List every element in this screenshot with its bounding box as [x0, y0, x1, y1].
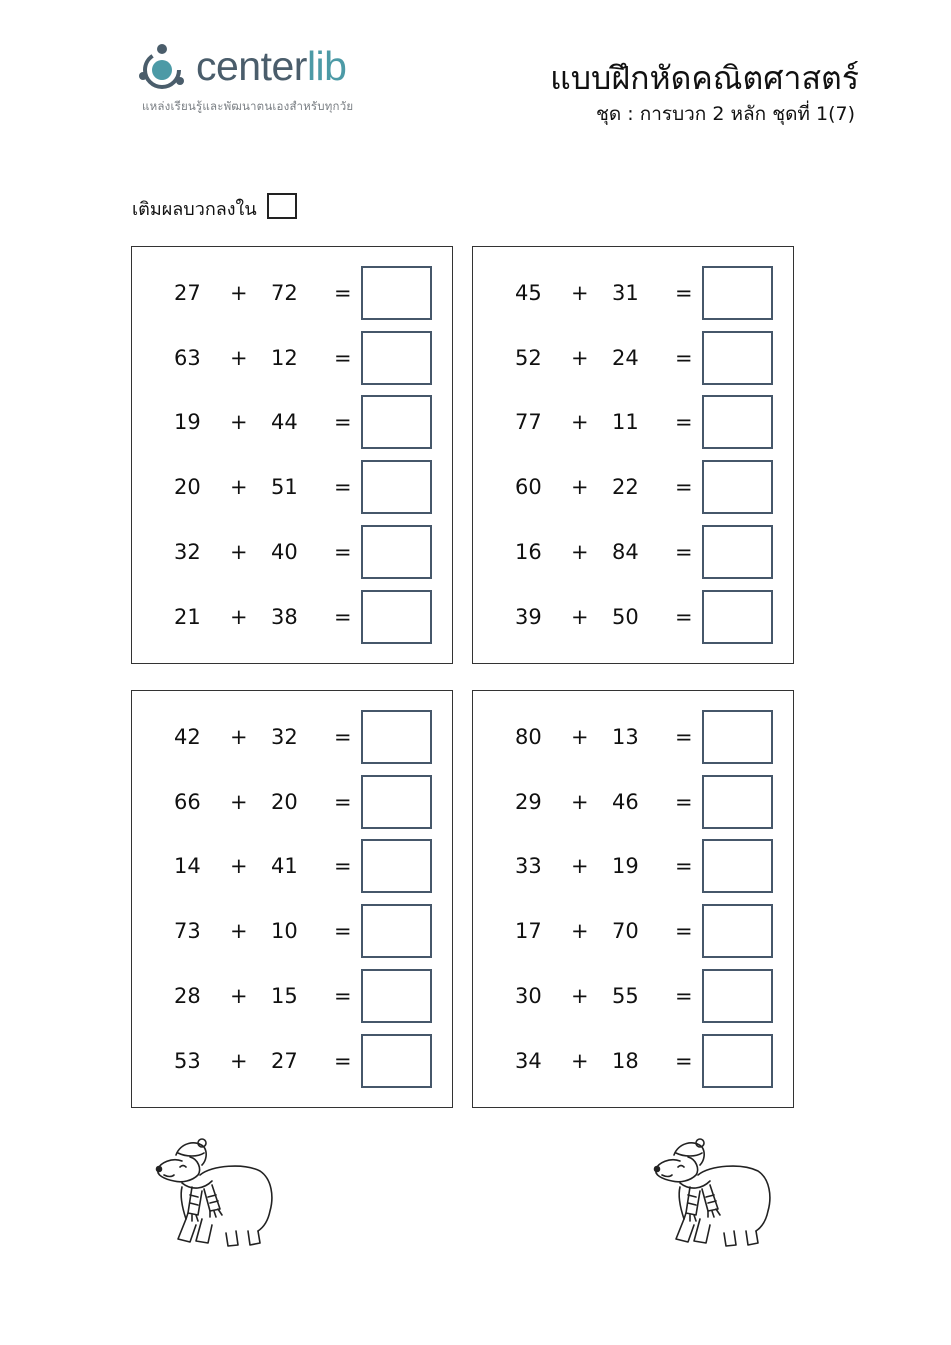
- addition-problem: [473, 331, 793, 385]
- addend-2: 12: [271, 346, 298, 370]
- plus-sign: +: [230, 1049, 248, 1073]
- addend-1: 14: [174, 854, 201, 878]
- plus-sign: +: [230, 410, 248, 434]
- addend-1: 42: [174, 725, 201, 749]
- equals-sign: =: [334, 410, 352, 434]
- answer-box[interactable]: [361, 331, 432, 385]
- equals-sign: =: [334, 1049, 352, 1073]
- equals-sign: =: [334, 725, 352, 749]
- addition-problem: [132, 710, 452, 764]
- equals-sign: =: [334, 475, 352, 499]
- addition-problem: [473, 590, 793, 644]
- page-title: แบบฝึกหัดคณิตศาสตร์: [550, 59, 859, 97]
- equals-sign: =: [675, 790, 693, 814]
- answer-box[interactable]: [361, 266, 432, 320]
- addend-2: 44: [271, 410, 298, 434]
- plus-sign: +: [571, 605, 589, 629]
- addend-1: 21: [174, 605, 201, 629]
- addition-problem: [132, 331, 452, 385]
- problem-panel: [472, 246, 794, 664]
- answer-box[interactable]: [361, 969, 432, 1023]
- plus-sign: +: [230, 984, 248, 1008]
- plus-sign: +: [230, 605, 248, 629]
- answer-box[interactable]: [702, 839, 773, 893]
- equals-sign: =: [334, 281, 352, 305]
- addend-1: 60: [515, 475, 542, 499]
- addition-problem: [473, 904, 793, 958]
- addend-1: 73: [174, 919, 201, 943]
- addend-2: 22: [612, 475, 639, 499]
- instruction-example-box: [267, 193, 297, 219]
- addition-problem: [473, 839, 793, 893]
- addition-problem: [132, 1034, 452, 1088]
- addend-1: 39: [515, 605, 542, 629]
- addend-1: 34: [515, 1049, 542, 1073]
- answer-box[interactable]: [702, 525, 773, 579]
- equals-sign: =: [675, 984, 693, 1008]
- addition-problem: [473, 395, 793, 449]
- answer-box[interactable]: [361, 590, 432, 644]
- instruction-text: เติมผลบวกลงใน: [132, 199, 257, 220]
- addend-1: 30: [515, 984, 542, 1008]
- problem-panel: [131, 690, 453, 1108]
- plus-sign: +: [230, 346, 248, 370]
- addend-2: 41: [271, 854, 298, 878]
- answer-box[interactable]: [361, 775, 432, 829]
- addend-1: 20: [174, 475, 201, 499]
- addend-2: 72: [271, 281, 298, 305]
- answer-box[interactable]: [702, 460, 773, 514]
- equals-sign: =: [675, 725, 693, 749]
- logo-word-center: center: [196, 43, 307, 89]
- addend-2: 38: [271, 605, 298, 629]
- addend-2: 32: [271, 725, 298, 749]
- answer-box[interactable]: [361, 460, 432, 514]
- answer-box[interactable]: [702, 395, 773, 449]
- addition-problem: [473, 710, 793, 764]
- centerlib-logo-icon: [138, 40, 194, 96]
- equals-sign: =: [675, 475, 693, 499]
- plus-sign: +: [230, 854, 248, 878]
- plus-sign: +: [230, 790, 248, 814]
- addend-1: 32: [174, 540, 201, 564]
- polar-bear-left-icon: [152, 1135, 276, 1250]
- addend-2: 15: [271, 984, 298, 1008]
- centerlib-logo: [138, 38, 408, 118]
- equals-sign: =: [334, 346, 352, 370]
- addend-2: 19: [612, 854, 639, 878]
- addition-problem: [473, 969, 793, 1023]
- addition-problem: [132, 969, 452, 1023]
- addend-2: 13: [612, 725, 639, 749]
- plus-sign: +: [571, 790, 589, 814]
- plus-sign: +: [230, 725, 248, 749]
- addend-1: 27: [174, 281, 201, 305]
- addend-2: 11: [612, 410, 639, 434]
- logo-wordmark: [196, 42, 346, 90]
- addition-problem: [132, 839, 452, 893]
- plus-sign: +: [571, 346, 589, 370]
- answer-box[interactable]: [702, 590, 773, 644]
- equals-sign: =: [334, 540, 352, 564]
- plus-sign: +: [571, 1049, 589, 1073]
- answer-box[interactable]: [361, 525, 432, 579]
- addend-2: 84: [612, 540, 639, 564]
- plus-sign: +: [571, 984, 589, 1008]
- plus-sign: +: [571, 540, 589, 564]
- plus-sign: +: [230, 281, 248, 305]
- equals-sign: =: [334, 605, 352, 629]
- equals-sign: =: [334, 790, 352, 814]
- answer-box[interactable]: [702, 331, 773, 385]
- problem-panel: [131, 246, 453, 664]
- addition-problem: [473, 266, 793, 320]
- addend-2: 27: [271, 1049, 298, 1073]
- addend-1: 77: [515, 410, 542, 434]
- addition-problem: [132, 590, 452, 644]
- logo-word-lib: lib: [306, 43, 347, 89]
- answer-box[interactable]: [702, 969, 773, 1023]
- addend-1: 29: [515, 790, 542, 814]
- plus-sign: +: [571, 725, 589, 749]
- addend-1: 16: [515, 540, 542, 564]
- addend-1: 53: [174, 1049, 201, 1073]
- addend-2: 10: [271, 919, 298, 943]
- problem-panel: [472, 690, 794, 1108]
- logo-tagline: แหล่งเรียนรู้และพัฒนาตนเองสำหรับทุกวัย: [142, 99, 354, 113]
- answer-box[interactable]: [361, 839, 432, 893]
- equals-sign: =: [675, 410, 693, 434]
- answer-box[interactable]: [361, 710, 432, 764]
- plus-sign: +: [571, 475, 589, 499]
- addend-2: 31: [612, 281, 639, 305]
- addition-problem: [132, 266, 452, 320]
- equals-sign: =: [334, 984, 352, 1008]
- addition-problem: [473, 775, 793, 829]
- answer-box[interactable]: [702, 710, 773, 764]
- plus-sign: +: [571, 281, 589, 305]
- addend-1: 66: [174, 790, 201, 814]
- addend-2: 70: [612, 919, 639, 943]
- plus-sign: +: [230, 475, 248, 499]
- plus-sign: +: [230, 919, 248, 943]
- answer-box[interactable]: [361, 395, 432, 449]
- addition-problem: [132, 460, 452, 514]
- plus-sign: +: [230, 540, 248, 564]
- polar-bear-right-icon: [650, 1135, 774, 1250]
- addend-1: 45: [515, 281, 542, 305]
- addend-1: 63: [174, 346, 201, 370]
- equals-sign: =: [675, 605, 693, 629]
- addend-1: 33: [515, 854, 542, 878]
- equals-sign: =: [675, 346, 693, 370]
- addition-problem: [473, 460, 793, 514]
- addend-2: 51: [271, 475, 298, 499]
- equals-sign: =: [675, 281, 693, 305]
- addition-problem: [132, 775, 452, 829]
- addend-2: 46: [612, 790, 639, 814]
- answer-box[interactable]: [361, 904, 432, 958]
- addend-2: 55: [612, 984, 639, 1008]
- answer-box[interactable]: [702, 775, 773, 829]
- equals-sign: =: [334, 854, 352, 878]
- plus-sign: +: [571, 919, 589, 943]
- answer-box[interactable]: [702, 266, 773, 320]
- addend-1: 19: [174, 410, 201, 434]
- equals-sign: =: [675, 1049, 693, 1073]
- addend-1: 28: [174, 984, 201, 1008]
- answer-box[interactable]: [361, 1034, 432, 1088]
- answer-box[interactable]: [702, 904, 773, 958]
- addend-1: 52: [515, 346, 542, 370]
- answer-box[interactable]: [702, 1034, 773, 1088]
- addition-problem: [132, 904, 452, 958]
- addition-problem: [473, 1034, 793, 1088]
- plus-sign: +: [571, 410, 589, 434]
- instruction: [132, 196, 297, 224]
- addition-problem: [132, 395, 452, 449]
- addend-2: 18: [612, 1049, 639, 1073]
- addend-1: 80: [515, 725, 542, 749]
- equals-sign: =: [675, 854, 693, 878]
- addend-1: 17: [515, 919, 542, 943]
- addend-2: 20: [271, 790, 298, 814]
- addition-problem: [132, 525, 452, 579]
- equals-sign: =: [675, 919, 693, 943]
- addend-2: 40: [271, 540, 298, 564]
- addition-problem: [473, 525, 793, 579]
- addend-2: 24: [612, 346, 639, 370]
- plus-sign: +: [571, 854, 589, 878]
- equals-sign: =: [334, 919, 352, 943]
- page-subtitle: ชุด : การบวก 2 หลัก ชุดที่ 1(7): [595, 103, 855, 125]
- equals-sign: =: [675, 540, 693, 564]
- addend-2: 50: [612, 605, 639, 629]
